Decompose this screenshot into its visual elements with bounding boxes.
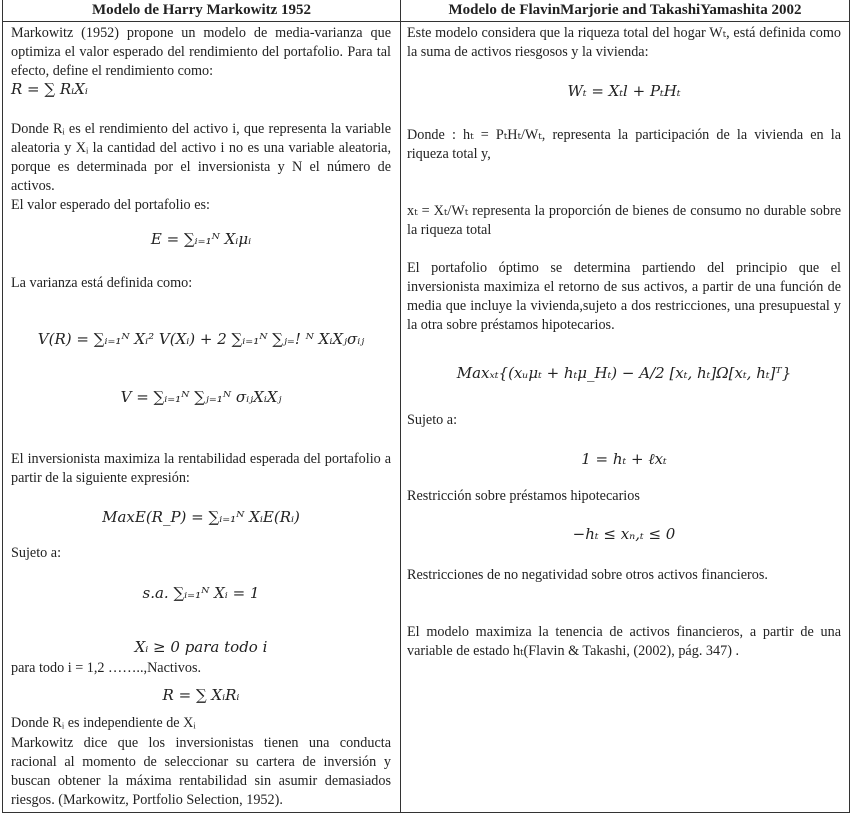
left-subject-to: Sujeto a: bbox=[11, 545, 62, 561]
right-intro: Este modelo considera que la riqueza total del hogar Wₜ, está definida como la suma de activos riesgosos y la vivienda: bbox=[407, 25, 841, 60]
column-divider bbox=[400, 0, 401, 812]
left-formula-e: E = ∑ᵢ₌₁ᴺ Xᵢμᵢ bbox=[150, 230, 252, 248]
left-formula-v: V = ∑ᵢ₌₁ᴺ ∑ⱼ₌₁ᴺ σᵢⱼXᵢXⱼ bbox=[120, 388, 282, 406]
header-flavin: Modelo de FlavinMarjorie and TakashiYamashita 2002 bbox=[448, 2, 802, 18]
left-intro: Markowitz (1952) propone un modelo de media-varianza que optimiza el valor esperado del rendimiento del portafolio. Para tal efecto, define el rendimiento como: bbox=[11, 25, 391, 79]
right-mortgage-label: Restricción sobre préstamos hipotecarios bbox=[407, 488, 640, 504]
right-nonneg-label: Restricciones de no negatividad sobre otros activos financieros. bbox=[407, 567, 768, 583]
left-formula-sa: s.a. ∑ᵢ₌₁ᴺ Xᵢ = 1 bbox=[142, 584, 260, 602]
left-maximize-text: El inversionista maximiza la rentabilidad esperada del portafolio a partir de la siguiente expresión: bbox=[11, 451, 391, 486]
left-formula-r: R = ∑ RᵢXᵢ bbox=[11, 80, 88, 98]
header-divider bbox=[3, 21, 849, 22]
right-x-definition: xₜ = Xₜ/Wₜ representa la proporción de bienes de consumo no durable sobre la riqueza total bbox=[407, 203, 841, 238]
comparison-table bbox=[2, 0, 850, 813]
right-formula-mortgage: −hₜ ≤ xₙ,ₜ ≤ 0 bbox=[572, 525, 676, 543]
left-formula-vr: V(R) = ∑ᵢ₌₁ᴺ Xᵢ² V(Xᵢ) + 2 ∑ᵢ₌₁ᴺ ∑ⱼ₌! ᴺ XᵢXⱼσᵢⱼ bbox=[37, 330, 365, 348]
right-subject-to: Sujeto a: bbox=[407, 412, 458, 428]
left-formula-r2: R = ∑ XᵢRᵢ bbox=[162, 686, 240, 704]
left-independence: Donde Rᵢ es independiente de Xᵢ bbox=[11, 715, 196, 731]
right-formula-w: Wₜ = Xₜl + PₜHₜ bbox=[567, 82, 681, 100]
left-conclusion: Markowitz dice que los inversionistas tienen una conducta racional al momento de seleccionar su cartera de inversión y buscan obtener la máxima rentabilidad sin asumir demasiados riesgos. (Markowitz, Portfolio Selection, 1952). bbox=[11, 735, 391, 808]
right-formula-budget: 1 = hₜ + ℓxₜ bbox=[581, 450, 667, 468]
left-expected-label: El valor esperado del portafolio es: bbox=[11, 197, 210, 213]
left-formula-nonneg: Xᵢ ≥ 0 para todo i bbox=[134, 638, 268, 656]
right-conclusion: El modelo maximiza la tenencia de activos financieros, a partir de una variable de estado hₜ(Flavin & Takashi, (2002), pág. 347) . bbox=[407, 624, 841, 659]
right-formula-max: Maxₓₜ{(xᵤμₜ + hₜμ_Hₜ) − A/2 [xₜ, hₜ]Ω[xₜ, hₜ]ᵀ} bbox=[456, 364, 792, 382]
left-definitions: Donde Rᵢ es el rendimiento del activo i, que representa la variable aleatoria y Xᵢ la cantidad del activo i no es una variable aleatoria, porque es determinada por el inversionista y N el número de activos. bbox=[11, 121, 391, 194]
left-formula-max: MaxE(R_P) = ∑ᵢ₌₁ᴺ XᵢE(Rᵢ) bbox=[102, 508, 300, 526]
left-variance-label: La varianza está definida como: bbox=[11, 275, 193, 291]
right-h-definition: Donde : hₜ = PₜHₜ/Wₜ, representa la participación de la vivienda en la riqueza total y, bbox=[407, 127, 841, 162]
header-markowitz: Modelo de Harry Markowitz 1952 bbox=[91, 2, 312, 18]
right-optimal-text: El portafolio óptimo se determina partiendo del principio que el inversionista maximiza el retorno de sus activos, a partir de una función de media que incluye la vivienda,sujeto a dos restricciones, una presupuestal y la otra sobre préstamos hipotecarios. bbox=[407, 260, 841, 333]
left-for-all: para todo i = 1,2 ……..,Nactivos. bbox=[11, 660, 202, 676]
